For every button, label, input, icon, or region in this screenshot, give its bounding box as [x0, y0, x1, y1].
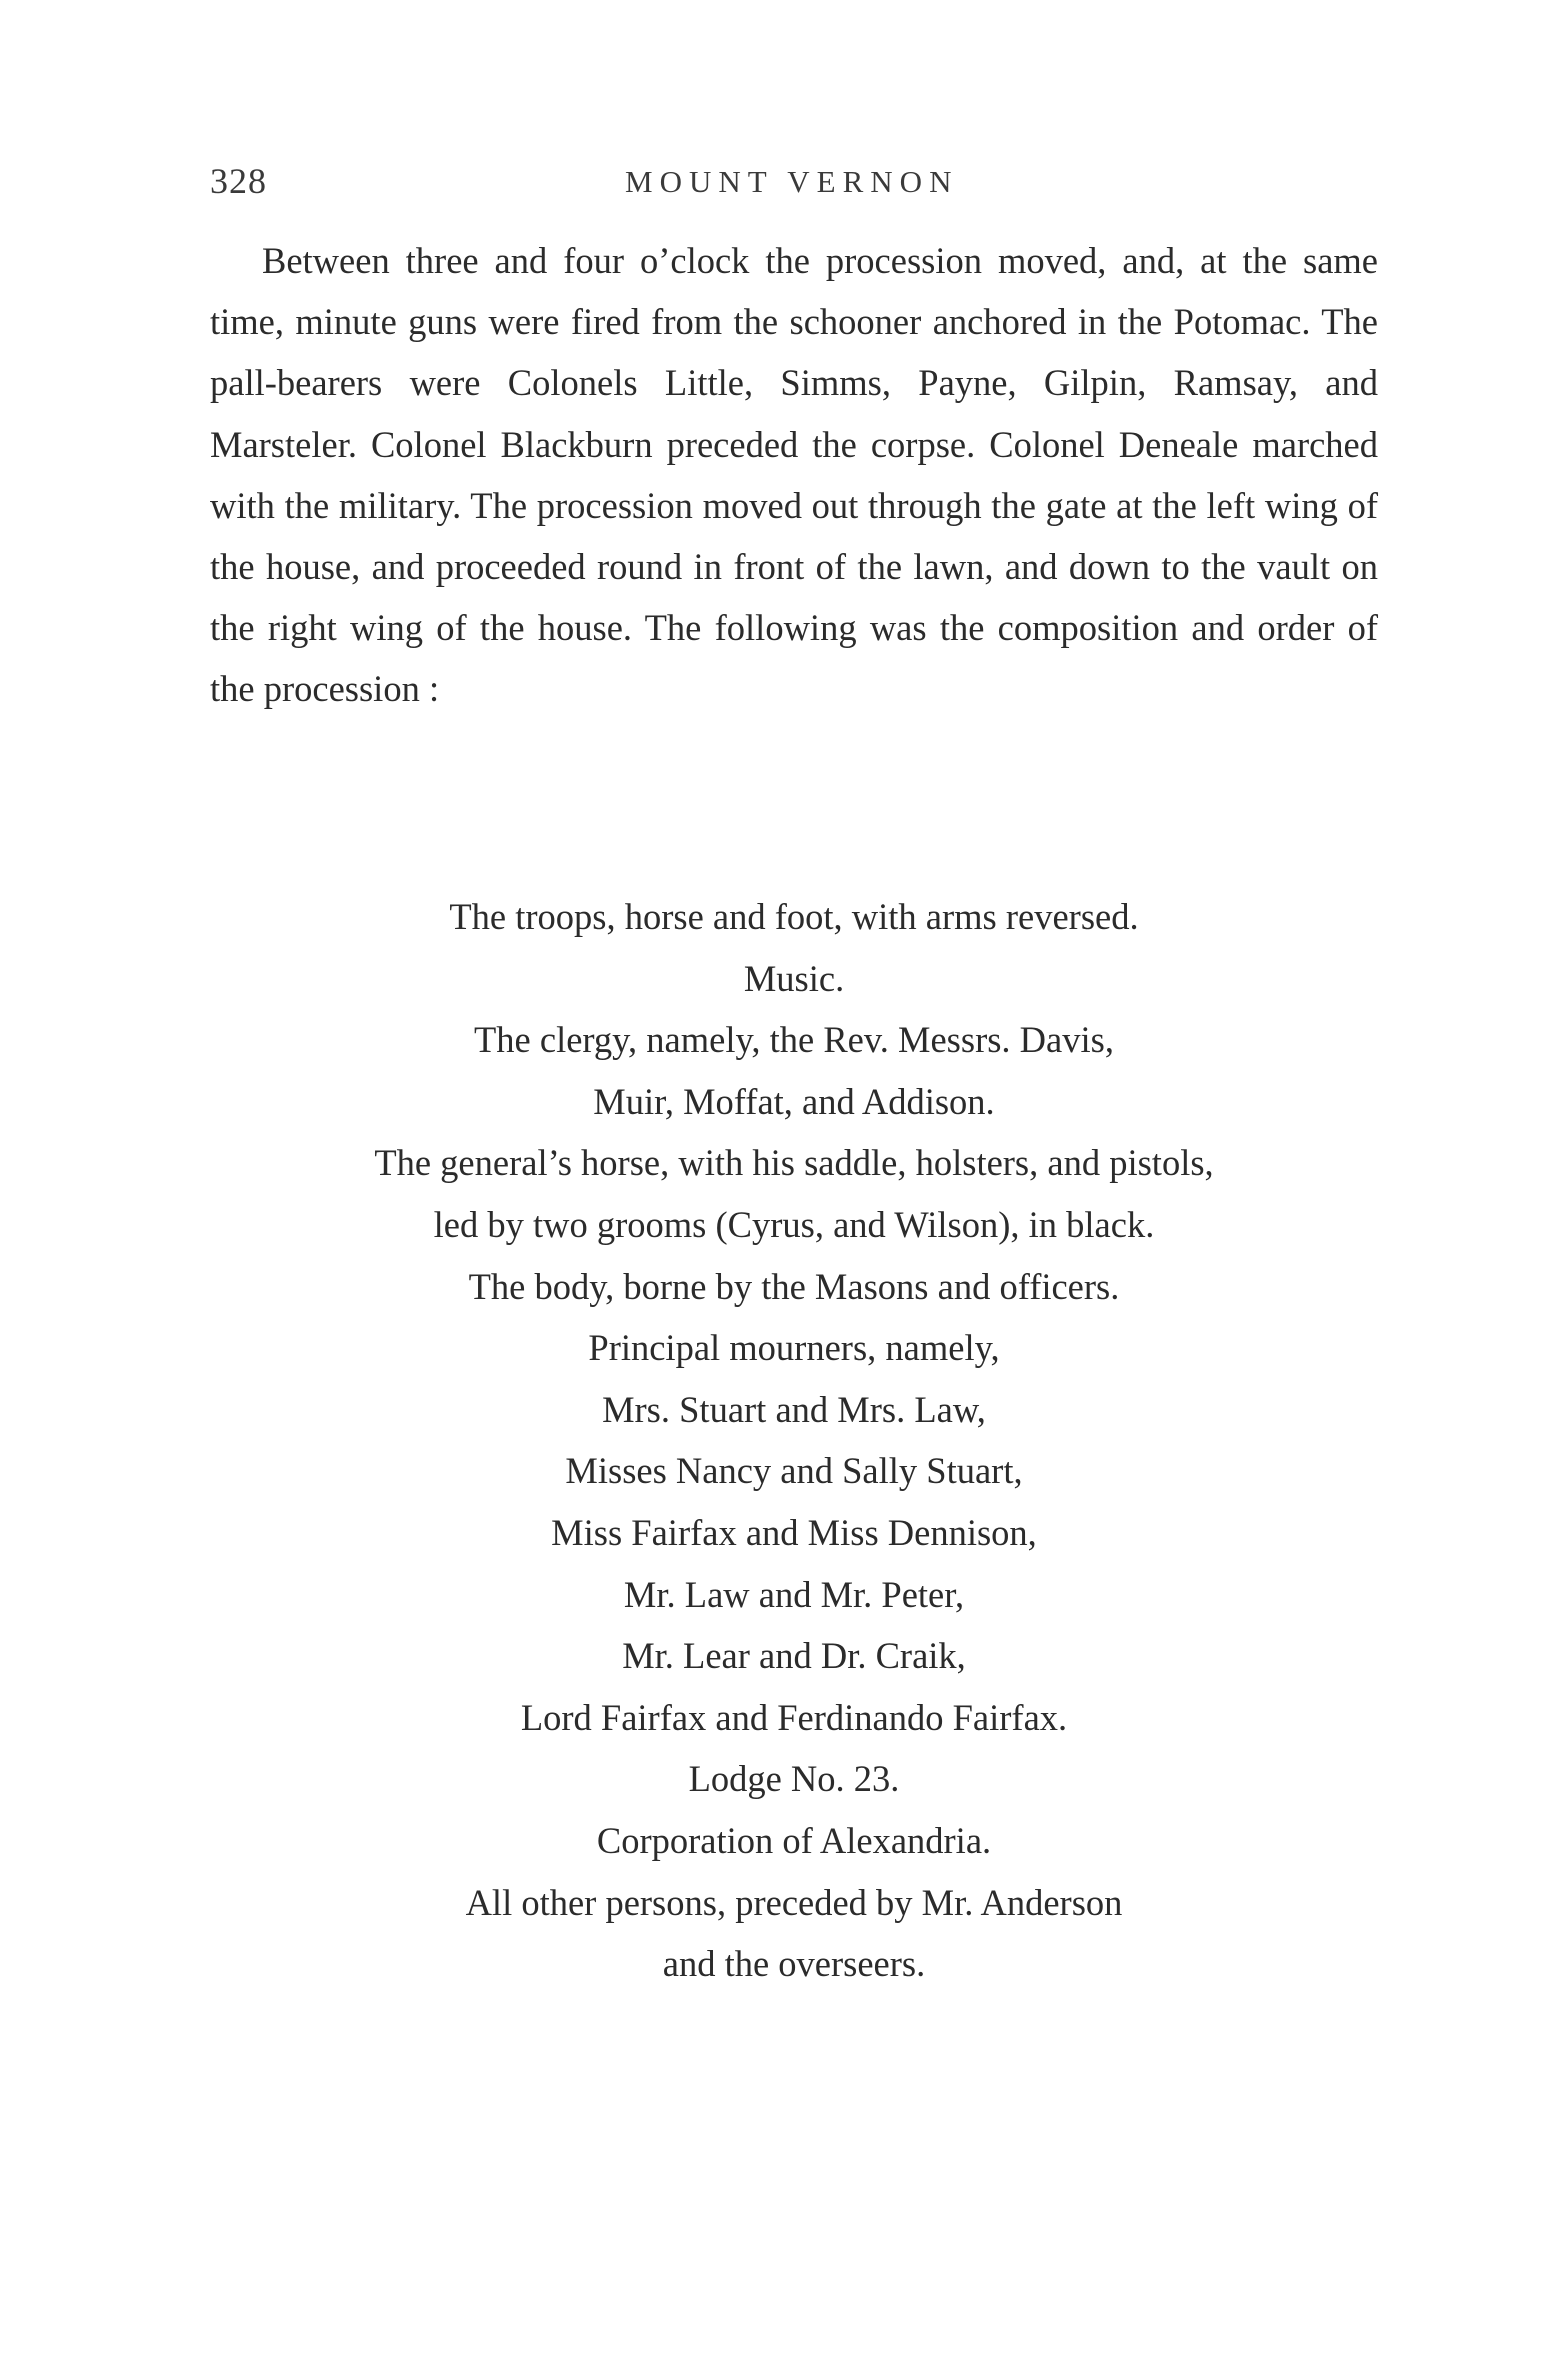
procession-line: Mr. Law and Mr. Peter, — [623, 1573, 965, 1615]
body-paragraph: Between three and four o’clock the procession moved, and, at the same time, minute guns were fired from the schooner anchored in the Potomac. The pall-bearers were Colonels Little, Simms, Payne, Gilpin, Ramsay, and Marsteler. Colonel Blackburn preceded the corpse. Colonel Deneale marched with the military. The procession moved out through the gate at the left wing of the house, and proceeded round in front of the lawn, and down to the vault on the right wing of the house. The following was the composition and order of the procession : — [210, 240, 1378, 710]
procession-line: The body, borne by the Masons and officers. — [468, 1265, 1120, 1307]
procession-line: Music. — [743, 957, 845, 999]
procession-line: Mr. Lear and Dr. Craik, — [622, 1635, 966, 1677]
procession-line: Misses Nancy and Sally Stuart, — [565, 1450, 1023, 1492]
procession-line: led by two grooms (Cyrus, and Wilson), in black. — [433, 1203, 1155, 1245]
procession-line: Mrs. Stuart and Mrs. Law, — [602, 1388, 986, 1430]
procession-line: All other persons, preceded by Mr. Anderson — [465, 1881, 1123, 1923]
procession-line: Miss Fairfax and Miss Dennison, — [551, 1511, 1037, 1553]
running-title: MOUNT VERNON — [625, 164, 959, 199]
procession-line: The general’s horse, with his saddle, holsters, and pistols, — [374, 1142, 1214, 1184]
procession-line: and the overseers. — [662, 1943, 926, 1985]
procession-list — [210, 886, 1378, 1995]
procession-line: Muir, Moffat, and Addison. — [593, 1080, 995, 1122]
procession-line: Corporation of Alexandria. — [596, 1819, 992, 1861]
procession-line: Lord Fairfax and Ferdinando Fairfax. — [520, 1696, 1068, 1738]
procession-line: Principal mourners, namely, — [588, 1327, 1000, 1369]
procession-line: The clergy, namely, the Rev. Messrs. Davis, — [474, 1019, 1114, 1061]
page-number: 328 — [210, 161, 267, 201]
running-head — [0, 160, 1548, 210]
procession-line: Lodge No. 23. — [688, 1758, 900, 1800]
procession-line: The troops, horse and foot, with arms reversed. — [449, 896, 1139, 937]
